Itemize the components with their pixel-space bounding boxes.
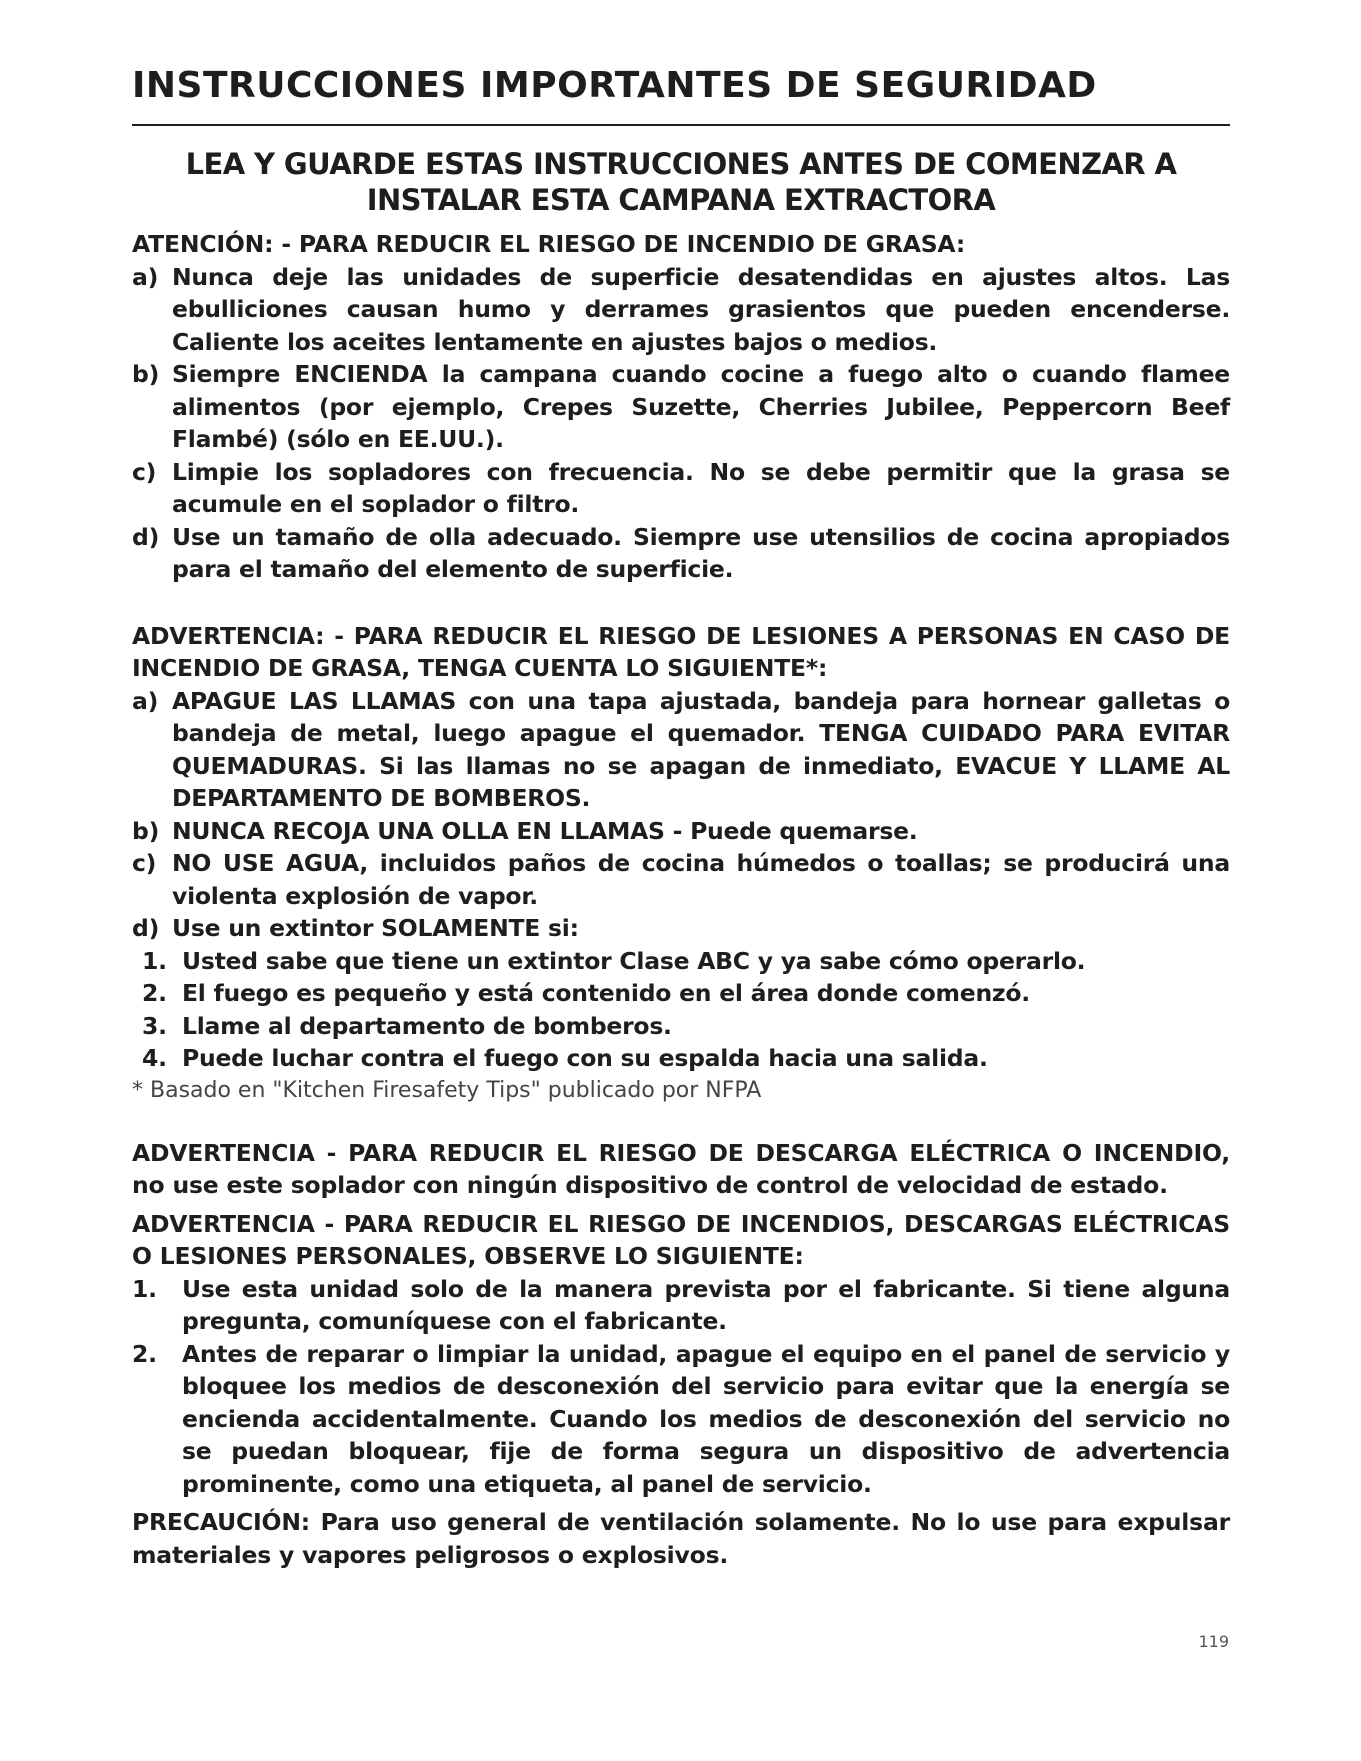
- numbered-item: [132, 1273, 1230, 1338]
- advertencia-lesiones-heading: ADVERTENCIA - PARA REDUCIR EL RIESGO DE INCENDIOS, DESCARGAS ELÉCTRICAS O LESIONES PERSONALES, OBSERVE LO SIGUIENTE:: [132, 1209, 1230, 1270]
- item-text: APAGUE LAS LLAMAS con una tapa ajustada, bandeja para hornear galletas o bandeja de metal, luego apague el quemador. TENGA CUIDADO PARA EVITAR QUEMADURAS. Si las llamas no se apagan de inmediato, EVACUE Y LLAME AL DEPARTAMENTO DE BOMBEROS.: [172, 686, 1230, 812]
- section-subtitle: LEA Y GUARDE ESTAS INSTRUCCIONES ANTES DE COMENZAR A INSTALAR ESTA CAMPANA EXTRACTORA: [185, 147, 1177, 217]
- item-label: d): [132, 914, 160, 942]
- item-label: d): [132, 522, 160, 551]
- title-divider: [132, 124, 1230, 126]
- item-label: b): [132, 816, 160, 845]
- item-text: Usted sabe que tiene un extintor Clase ABC y ya sabe cómo operarlo.: [182, 946, 1086, 975]
- footnote: * Basado en "Kitchen Firesafety Tips" publicado por NFPA: [132, 1077, 762, 1103]
- item-text: Siempre ENCIENDA la campana cuando cocine a fuego alto o cuando flamee alimentos (por ejemplo, Crepes Suzette, Cherries Jubilee, Peppercorn Beef Flambé) (sólo en EE.UU.).: [172, 360, 1230, 453]
- item-text: Use un tamaño de olla adecuado. Siempre use utensilios de cocina apropiados para el tamaño del elemento de superficie.: [172, 522, 1230, 583]
- item-text: Llame al departamento de bomberos.: [182, 1011, 672, 1040]
- item-text: El fuego es pequeño y está contenido en el área donde comenzó.: [182, 979, 1030, 1007]
- numbered-item: [132, 1042, 1230, 1075]
- page-number: 119: [1198, 1632, 1229, 1651]
- precaucion-text: PRECAUCIÓN: Para uso general de ventilación solamente. No lo use para expulsar materiales y vapores peligrosos o explosivos.: [132, 1508, 1230, 1569]
- list-item: [132, 912, 1230, 945]
- numbered-item: [132, 1010, 1230, 1043]
- item-label: 4.: [142, 1044, 167, 1072]
- item-text: NUNCA RECOJA UNA OLLA EN LLAMAS - Puede quemarse.: [172, 816, 918, 845]
- advertencia-grasa-section: [132, 620, 1230, 1107]
- item-label: 2.: [132, 1339, 157, 1368]
- numbered-item: [132, 945, 1230, 978]
- item-text: Limpie los sopladores con frecuencia. No se debe permitir que la grasa se acumule en el soplador o filtro.: [172, 457, 1230, 518]
- item-label: a): [132, 686, 159, 715]
- advertencia-grasa-heading: ADVERTENCIA: - PARA REDUCIR EL RIESGO DE LESIONES A PERSONAS EN CASO DE INCENDIO DE GRASA, TENGA CUENTA LO SIGUIENTE*:: [132, 621, 1230, 682]
- item-text: Use un extintor SOLAMENTE si:: [172, 914, 579, 942]
- item-text: Use esta unidad solo de la manera prevista por el fabricante. Si tiene alguna pregunta, comuníquese con el fabricante.: [182, 1274, 1230, 1335]
- page-title: INSTRUCCIONES IMPORTANTES DE SEGURIDAD: [132, 65, 1097, 106]
- item-text: Puede luchar contra el fuego con su espalda hacia una salida.: [182, 1044, 988, 1072]
- item-label: 3.: [142, 1011, 167, 1040]
- item-text: Antes de reparar o limpiar la unidad, apague el equipo en el panel de servicio y bloquee los medios de desconexión del servicio para evitar que la energía se encienda accidentalmente. Cuando los medios de desconexión del servicio no se puedan bloquear, fije de forma segura un dispositivo de advertencia prominente, como una etiqueta, al panel de servicio.: [182, 1339, 1230, 1498]
- atencion-heading: ATENCIÓN: - PARA REDUCIR EL RIESGO DE INCENDIO DE GRASA:: [132, 230, 966, 258]
- advertencia-descarga-text: ADVERTENCIA - PARA REDUCIR EL RIESGO DE DESCARGA ELÉCTRICA O INCENDIO, no use este soplador con ningún dispositivo de control de velocidad de estado.: [132, 1138, 1230, 1199]
- item-label: c): [132, 457, 157, 486]
- item-label: 2.: [142, 979, 167, 1007]
- list-item: [132, 358, 1230, 456]
- numbered-item: [132, 1338, 1230, 1501]
- item-label: 1.: [132, 1274, 157, 1303]
- list-item: [132, 456, 1230, 521]
- item-text: NO USE AGUA, incluidos paños de cocina húmedos o toallas; se producirá una violenta explosión de vapor.: [172, 849, 1230, 910]
- document-page: [132, 62, 1230, 1571]
- list-item: [132, 521, 1230, 586]
- item-label: a): [132, 262, 159, 291]
- item-label: c): [132, 849, 157, 877]
- item-text: Nunca deje las unidades de superficie desatendidas en ajustes altos. Las ebulliciones causan humo y derrames grasientos que pueden encenderse. Caliente los aceites lentamente en ajustes bajos o medios.: [172, 262, 1230, 356]
- list-item: [132, 815, 1230, 848]
- atencion-section: [132, 228, 1230, 586]
- list-item: [132, 847, 1230, 912]
- numbered-item: [132, 977, 1230, 1010]
- list-item: [132, 261, 1230, 359]
- item-label: 1.: [142, 946, 167, 975]
- list-item: [132, 685, 1230, 815]
- item-label: b): [132, 360, 160, 388]
- advertencia-lesiones-section: [132, 1208, 1230, 1501]
